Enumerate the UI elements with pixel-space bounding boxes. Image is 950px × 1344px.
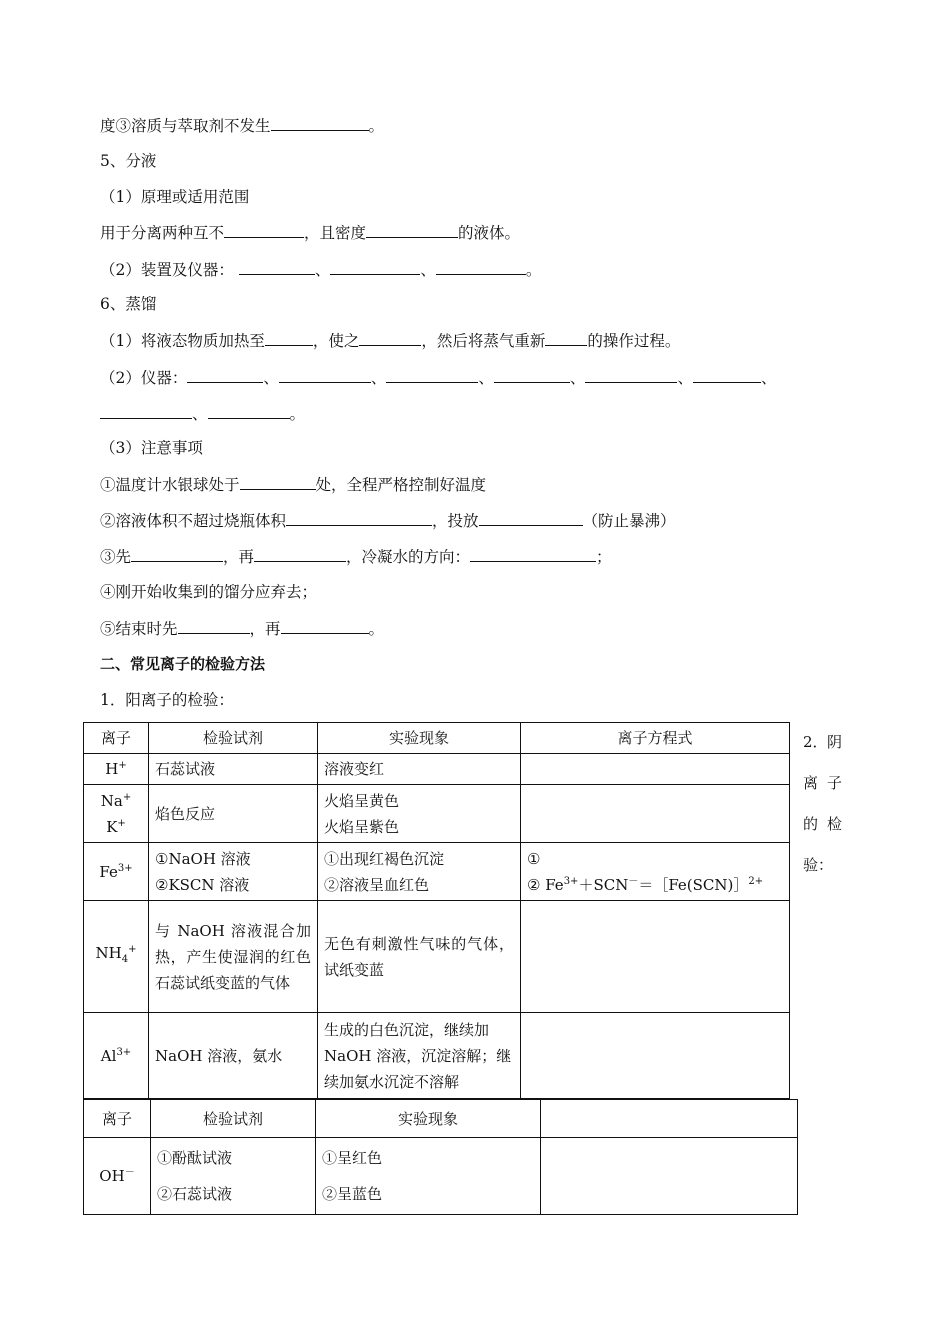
text-line: （1）原理或适用范围 — [100, 188, 250, 206]
fill-blank[interactable] — [281, 618, 369, 634]
fill-blank[interactable] — [693, 367, 761, 383]
table-header: 离子 — [84, 1100, 151, 1138]
phenomenon-cell: 生成的白色沉淀，继续加 NaOH 溶液，沉淀溶解；继续加氨水沉淀不溶解 — [318, 1013, 521, 1099]
fill-blank[interactable] — [494, 367, 570, 383]
fill-blank[interactable] — [254, 546, 346, 562]
phenomenon-cell: 无色有刺激性气味的气体，试纸变蓝 — [318, 901, 521, 1013]
fill-blank[interactable] — [286, 510, 432, 526]
ion-cell: $Fe^{3+}$ — [84, 843, 149, 901]
fill-blank[interactable] — [187, 367, 263, 383]
fill-blank[interactable] — [359, 330, 421, 346]
ion-cell: Na+ K+ — [84, 785, 149, 843]
table-row — [84, 754, 790, 785]
phenomenon-cell: 火焰呈黄色 火焰呈紫色 — [318, 785, 521, 843]
fill-blank[interactable] — [178, 618, 250, 634]
reagent-cell: 石蕊试液 — [149, 754, 318, 785]
anion-table — [83, 1099, 798, 1215]
table-row — [84, 785, 790, 843]
reagent-cell: 与 NaOH 溶液混合加热，产生使湿润的红色石蕊试纸变蓝的气体 — [149, 901, 318, 1013]
equation-cell[interactable] — [521, 754, 790, 785]
text-line: ③先 ，再 ，冷凝水的方向： ； — [100, 548, 612, 566]
fill-blank[interactable] — [100, 403, 192, 419]
ion-cell: H+ — [84, 754, 149, 785]
fill-blank[interactable] — [240, 474, 316, 490]
text-line: ②溶液体积不超过烧瓶体积 ，投放 （防止暴沸） — [100, 512, 676, 530]
table-row — [84, 843, 790, 901]
table-header: 离子 — [84, 723, 149, 754]
fill-blank[interactable] — [131, 546, 223, 562]
table-header: 离子方程式 — [521, 723, 790, 754]
table-row — [84, 1138, 798, 1215]
section-heading: 5、分液 — [100, 152, 157, 170]
text-line: （3）注意事项 — [100, 439, 203, 457]
text-line: （1）将液态物质加热至 ，使之 ，然后将蒸气重新 的操作过程。 — [100, 332, 681, 350]
table-header: 检验试剂 — [151, 1100, 316, 1138]
text-line: 用于分离两种互不 ，且密度 的液体。 — [100, 224, 521, 242]
ion-cell: $NH_4^+$ — [84, 901, 149, 1013]
table-row — [84, 901, 790, 1013]
table-header: 实验现象 — [318, 723, 521, 754]
ion-cell: OH－ — [84, 1138, 151, 1215]
text-line: 1．阳离子的检验： — [100, 691, 234, 709]
reagent-cell: NaOH 溶液，氨水 — [149, 1013, 318, 1099]
fill-blank[interactable] — [330, 259, 420, 275]
fill-blank[interactable] — [479, 510, 583, 526]
equation-cell[interactable] — [521, 901, 790, 1013]
phenomenon-cell: ①出现红褐色沉淀 ②溶液呈血红色 — [318, 843, 521, 901]
equation-cell[interactable] — [541, 1138, 798, 1215]
fill-blank[interactable] — [224, 222, 304, 238]
fill-blank[interactable] — [208, 403, 290, 419]
table-header-row — [84, 723, 790, 754]
text-line: ⑤结束时先 ，再 。 — [100, 620, 385, 638]
table-header: 检验试剂 — [149, 723, 318, 754]
fill-blank[interactable] — [470, 546, 596, 562]
text-line: ①温度计水银球处于 处，全程严格控制好温度 — [100, 476, 487, 494]
reagent-cell: 焰色反应 — [149, 785, 318, 843]
reagent-cell: ①NaOH 溶液 ②KSCN 溶液 — [149, 843, 318, 901]
section-heading: 二、常见离子的检验方法 — [100, 655, 266, 673]
text-line: ④刚开始收集到的馏分应弃去； — [100, 583, 318, 601]
equation-cell[interactable]: ① ② $Fe^{3+}+SCN^-=[Fe(SCN)]^{2+}$ — [521, 843, 790, 901]
fill-blank[interactable] — [436, 259, 526, 275]
fill-blank[interactable] — [279, 367, 371, 383]
anion-section-label: 2．阴 离 子 的 检 验： — [803, 733, 843, 874]
phenomenon-cell: ①呈红色 ②呈蓝色 — [316, 1138, 541, 1215]
table-header — [541, 1100, 798, 1138]
fill-blank[interactable] — [545, 330, 587, 346]
text-line: （2）仪器： 、 、 、 、 、 、 — [100, 369, 777, 387]
fill-blank[interactable] — [271, 115, 369, 131]
text-line: （2）装置及仪器： 、 、 。 — [100, 261, 542, 279]
fill-blank[interactable] — [366, 222, 458, 238]
reagent-cell: ①酚酞试液 ②石蕊试液 — [151, 1138, 316, 1215]
ion-cell: $Al^{3+}$ — [84, 1013, 149, 1099]
table-header: 实验现象 — [316, 1100, 541, 1138]
fill-blank[interactable] — [585, 367, 677, 383]
table-row — [84, 1013, 790, 1099]
equation-cell[interactable] — [521, 785, 790, 843]
fill-blank[interactable] — [386, 367, 478, 383]
cation-table — [83, 722, 790, 1099]
phenomenon-cell: 溶液变红 — [318, 754, 521, 785]
fill-blank[interactable] — [239, 259, 315, 275]
text-line: 、 。 — [100, 403, 305, 424]
table-header-row — [84, 1100, 798, 1138]
section-heading: 6、蒸馏 — [100, 295, 157, 313]
equation-cell[interactable] — [521, 1013, 790, 1099]
fill-blank[interactable] — [265, 330, 313, 346]
text-line: 度③溶质与萃取剂不发生 。 — [100, 117, 385, 135]
